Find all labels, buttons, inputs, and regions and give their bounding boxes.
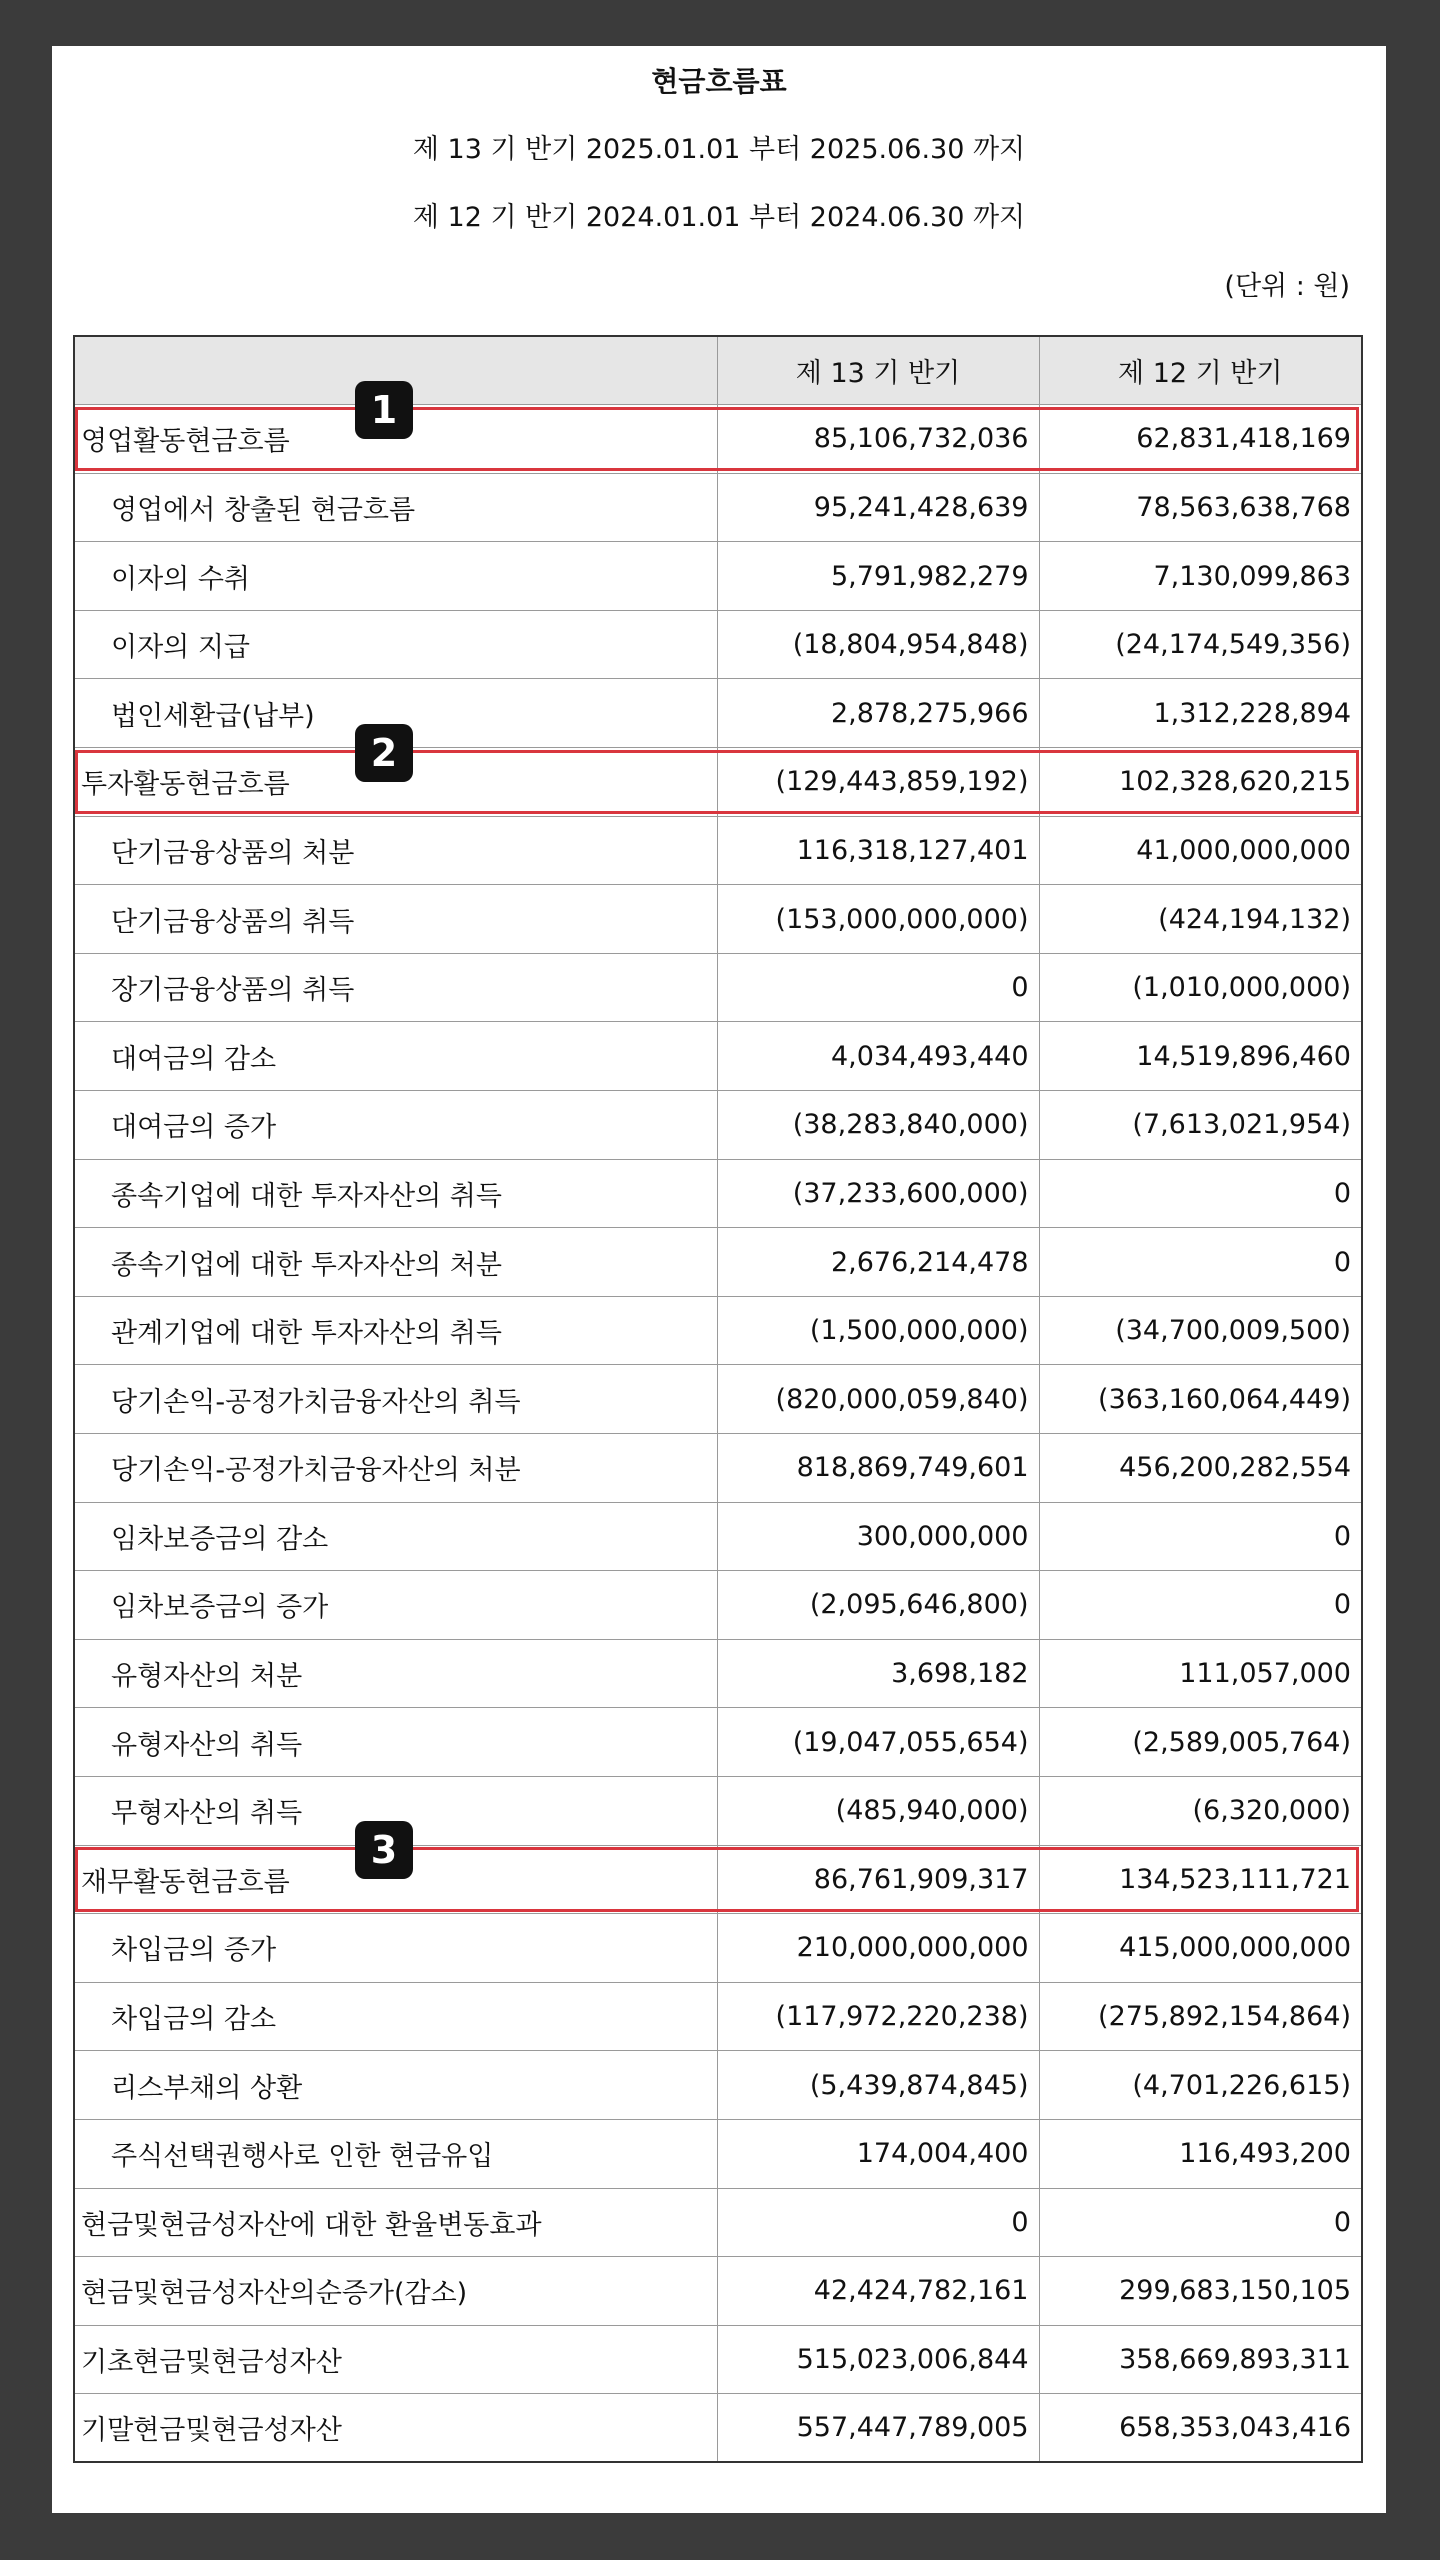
row-label: 임차보증금의 감소	[74, 1502, 717, 1571]
row-label: 임차보증금의 증가	[74, 1571, 717, 1640]
value-prior: 456,200,282,554	[1039, 1434, 1362, 1503]
table-row	[74, 1159, 1362, 1228]
row-label: 재무활동현금흐름	[74, 1845, 717, 1914]
value-prior: (4,701,226,615)	[1039, 2051, 1362, 2120]
value-current: (18,804,954,848)	[717, 610, 1039, 679]
row-label: 주식선택권행사로 인한 현금유입	[74, 2119, 717, 2188]
period-current: 제 13 기 반기 2025.01.01 부터 2025.06.30 까지	[412, 134, 1026, 165]
table-row	[74, 2188, 1362, 2257]
value-current: (1,500,000,000)	[717, 1296, 1039, 1365]
table-row	[74, 2394, 1362, 2463]
value-prior: 0	[1039, 1228, 1362, 1297]
row-label: 법인세환급(납부)	[74, 679, 717, 748]
value-current: 86,761,909,317	[717, 1845, 1039, 1914]
value-prior: 0	[1039, 1159, 1362, 1228]
table-header	[74, 336, 1362, 405]
value-prior: (363,160,064,449)	[1039, 1365, 1362, 1434]
row-label: 리스부채의 상환	[74, 2051, 717, 2120]
table-row	[74, 1228, 1362, 1297]
table-row	[74, 1434, 1362, 1503]
row-label: 당기손익-공정가치금융자산의 처분	[74, 1434, 717, 1503]
row-label: 현금및현금성자산에 대한 환율변동효과	[74, 2188, 717, 2257]
value-current: 557,447,789,005	[717, 2394, 1039, 2463]
value-prior: (2,589,005,764)	[1039, 1708, 1362, 1777]
value-current: 515,023,006,844	[717, 2325, 1039, 2394]
value-current: 818,869,749,601	[717, 1434, 1039, 1503]
row-label: 유형자산의 처분	[74, 1639, 717, 1708]
value-current: (19,047,055,654)	[717, 1708, 1039, 1777]
value-prior: (6,320,000)	[1039, 1776, 1362, 1845]
row-label: 차입금의 증가	[74, 1914, 717, 1983]
row-label: 관계기업에 대한 투자자산의 취득	[74, 1296, 717, 1365]
value-current: 0	[717, 953, 1039, 1022]
table-row	[74, 1571, 1362, 1640]
table-row	[74, 1502, 1362, 1571]
row-label: 이자의 지급	[74, 610, 717, 679]
table-row	[74, 1914, 1362, 1983]
row-label: 대여금의 감소	[74, 1022, 717, 1091]
value-prior: 0	[1039, 1571, 1362, 1640]
value-prior: 658,353,043,416	[1039, 2394, 1362, 2463]
statement-title: 현금흐름표	[651, 65, 787, 98]
value-prior: 0	[1039, 1502, 1362, 1571]
value-current: 85,106,732,036	[717, 405, 1039, 474]
row-label: 단기금융상품의 처분	[74, 816, 717, 885]
value-prior: 0	[1039, 2188, 1362, 2257]
period-prior: 제 12 기 반기 2024.01.01 부터 2024.06.30 까지	[412, 202, 1026, 233]
table-row	[74, 1639, 1362, 1708]
value-prior: 14,519,896,460	[1039, 1022, 1362, 1091]
row-label: 영업에서 창출된 현금흐름	[74, 473, 717, 542]
value-current: (153,000,000,000)	[717, 885, 1039, 954]
table-row	[74, 816, 1362, 885]
table-row	[74, 1845, 1362, 1914]
value-current: 116,318,127,401	[717, 816, 1039, 885]
badge-1: 1	[355, 381, 413, 439]
value-current: (5,439,874,845)	[717, 2051, 1039, 2120]
table-row	[74, 542, 1362, 611]
table-row	[74, 1365, 1362, 1434]
value-prior: 134,523,111,721	[1039, 1845, 1362, 1914]
table-row	[74, 885, 1362, 954]
table-row	[74, 1022, 1362, 1091]
value-current: 2,676,214,478	[717, 1228, 1039, 1297]
value-prior: 1,312,228,894	[1039, 679, 1362, 748]
table-row	[74, 2257, 1362, 2326]
column-header-current: 제 13 기 반기	[717, 336, 1039, 405]
row-label: 단기금융상품의 취득	[74, 885, 717, 954]
statement-page	[52, 46, 1386, 2513]
value-current: 4,034,493,440	[717, 1022, 1039, 1091]
value-current: 3,698,182	[717, 1639, 1039, 1708]
badge-3: 3	[355, 1821, 413, 1879]
value-prior: 62,831,418,169	[1039, 405, 1362, 474]
table-row	[74, 679, 1362, 748]
table-row	[74, 748, 1362, 817]
row-label: 이자의 수취	[74, 542, 717, 611]
value-current: 5,791,982,279	[717, 542, 1039, 611]
value-current: 300,000,000	[717, 1502, 1039, 1571]
row-label: 장기금융상품의 취득	[74, 953, 717, 1022]
table-row	[74, 1776, 1362, 1845]
value-prior: 102,328,620,215	[1039, 748, 1362, 817]
value-current: (117,972,220,238)	[717, 1982, 1039, 2051]
table-body	[74, 405, 1362, 2463]
row-label: 종속기업에 대한 투자자산의 처분	[74, 1228, 717, 1297]
value-prior: (24,174,549,356)	[1039, 610, 1362, 679]
column-header-prior: 제 12 기 반기	[1039, 336, 1362, 405]
row-label: 현금및현금성자산의순증가(감소)	[74, 2257, 717, 2326]
value-current: (38,283,840,000)	[717, 1091, 1039, 1160]
value-current: 210,000,000,000	[717, 1914, 1039, 1983]
value-prior: (7,613,021,954)	[1039, 1091, 1362, 1160]
row-label: 대여금의 증가	[74, 1091, 717, 1160]
badge-2: 2	[355, 724, 413, 782]
header-row	[74, 336, 1362, 405]
value-current: 95,241,428,639	[717, 473, 1039, 542]
table-row	[74, 953, 1362, 1022]
value-prior: 358,669,893,311	[1039, 2325, 1362, 2394]
row-label: 종속기업에 대한 투자자산의 취득	[74, 1159, 717, 1228]
value-prior: 299,683,150,105	[1039, 2257, 1362, 2326]
row-label: 기초현금및현금성자산	[74, 2325, 717, 2394]
row-label: 무형자산의 취득	[74, 1776, 717, 1845]
row-label: 차입금의 감소	[74, 1982, 717, 2051]
value-prior: (424,194,132)	[1039, 885, 1362, 954]
value-prior: 78,563,638,768	[1039, 473, 1362, 542]
row-label: 투자활동현금흐름	[74, 748, 717, 817]
row-label: 유형자산의 취득	[74, 1708, 717, 1777]
value-current: (820,000,059,840)	[717, 1365, 1039, 1434]
value-prior: 116,493,200	[1039, 2119, 1362, 2188]
value-prior: (1,010,000,000)	[1039, 953, 1362, 1022]
value-current: (129,443,859,192)	[717, 748, 1039, 817]
value-prior: 7,130,099,863	[1039, 542, 1362, 611]
unit-label: (단위 : 원)	[1224, 271, 1350, 302]
row-label: 기말현금및현금성자산	[74, 2394, 717, 2463]
table-row	[74, 1982, 1362, 2051]
table-row	[74, 2051, 1362, 2120]
value-current: 2,878,275,966	[717, 679, 1039, 748]
table-row	[74, 2119, 1362, 2188]
value-prior: 111,057,000	[1039, 1639, 1362, 1708]
table-row	[74, 1091, 1362, 1160]
value-current: (37,233,600,000)	[717, 1159, 1039, 1228]
table-row	[74, 2325, 1362, 2394]
row-label: 영업활동현금흐름	[74, 405, 717, 474]
table-row	[74, 405, 1362, 474]
value-prior: 41,000,000,000	[1039, 816, 1362, 885]
table-row	[74, 1296, 1362, 1365]
value-current: (2,095,646,800)	[717, 1571, 1039, 1640]
value-current: (485,940,000)	[717, 1776, 1039, 1845]
cash-flow-table	[73, 335, 1363, 2463]
value-current: 0	[717, 2188, 1039, 2257]
table-row	[74, 610, 1362, 679]
table-row	[74, 1708, 1362, 1777]
value-prior: 415,000,000,000	[1039, 1914, 1362, 1983]
value-prior: (34,700,009,500)	[1039, 1296, 1362, 1365]
table-row	[74, 473, 1362, 542]
value-prior: (275,892,154,864)	[1039, 1982, 1362, 2051]
row-label: 당기손익-공정가치금융자산의 취득	[74, 1365, 717, 1434]
value-current: 174,004,400	[717, 2119, 1039, 2188]
value-current: 42,424,782,161	[717, 2257, 1039, 2326]
